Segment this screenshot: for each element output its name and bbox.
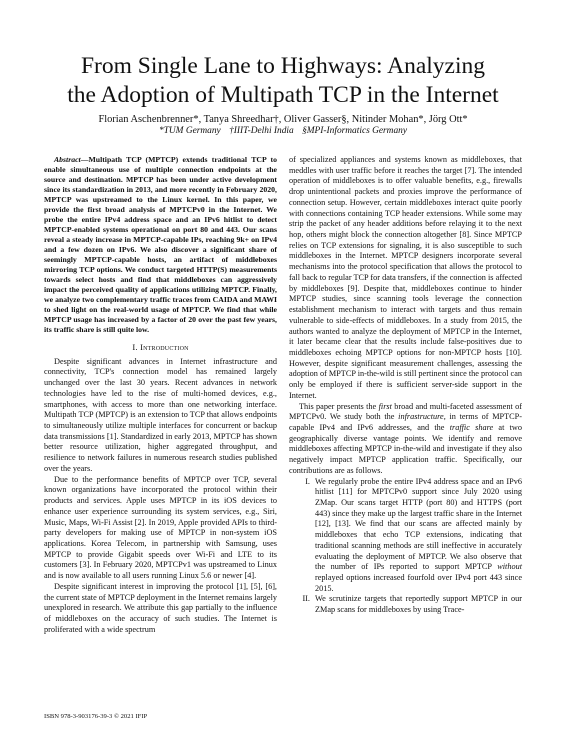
contribution-list	[289, 477, 522, 616]
abstract-label: Abstract	[54, 155, 81, 164]
p2-emph-first: first	[378, 401, 392, 411]
right-paragraph-1: of specialized appliances and systems known as middleboxes, that meddles with user traffic before it reaches the target [7]. The intended operation of middleboxes is to offer valuable benefits, e.g., firewalls drop unintentional packets and proxies improve the performance of connection setup. However, certain middleboxes interact quite poorly with connections containing TCP header extensions. While some may strip the packet of any header additions before relaying it to the next hop, others might block the connection altogether [8]. Since MPTCP relies on TCP extensions for signaling, it is also susceptible to such middleboxes in the Internet. MPTCP designers incorporate several mechanisms into the protocol specification that allows the protocol to fall back to regular TCP for data transfers, if the connection is affected by middleboxes [9]. Despite that, middleboxes continue to hinder MPTCP studies, since scanning tools leverage the connection establishment mechanism to interact with targets and thus remain vulnerable to side-effects of middleboxes. In a study from 2015, the authors wanted to analyze the deployment of MPTCP in the Internet, it later became clear that the results include false-positives due to middleboxes echoing MPTCP options for non-MPTCP hosts [10]. However, despite significant measurement challenges, assessing the adoption of MPTCP in-the-wild is still pertinent since the protocol can only be employed if there is sufficient server-side support in the Internet.	[289, 155, 522, 400]
abstract	[44, 155, 277, 335]
author-list: Florian Aschenbrenner*, Tanya Shreedhar†, Oliver Gasser§, Nitinder Mohan*, Jörg Ott*	[98, 114, 468, 125]
p2-part-b: broad and multi-faceted assessment of MPTCPv0. We study both the	[289, 401, 522, 422]
affiliation-tum: *TUM Germany	[159, 126, 221, 136]
abstract-text: —Multipath TCP (MPTCP) extends traditional TCP to enable simultaneous use of multiple connection endpoints at the source and destination. MPTCP has been under active development since its standardization in 2013, and more recently in February 2020, MPTCP was upstreamed to the Linux kernel. In this paper, we provide the first broad analysis of MPTCPv0 in the Internet. We probe the entire IPv4 address space and an IPv6 hitlist to detect MPTCP-enabled systems operational on port 80 and 443. Our scans reveal a steady increase in MPTCP-capable IPs, reaching 9k+ on IPv4 and a few dozen on IPv6. We also discover a significant share of seemingly MPTCP-capable hosts, an artifact of middleboxes mirroring TCP options. We conduct targeted HTTP(S) measurements towards select hosts and find that middleboxes can aggressively impact the perceived quality of applications utilizing MPTCP. Finally, we analyze two complementary traffic traces from CAIDA and MAWI to shed light on the real-world usage of MPTCP. We find that while MPTCP usage has increased by a factor of 20 over the past few years, its traffic share is still quite low.	[44, 155, 277, 334]
left-column	[44, 155, 277, 635]
right-column	[289, 155, 522, 616]
affiliation-iiit: †IIIT-Delhi India	[229, 126, 294, 136]
p2-emph-traffic-share: traffic share	[449, 422, 494, 432]
paper-title	[40, 52, 526, 110]
p2-part-d: at two geographically diverse vantage points. We identify and remove middleboxes affecting MPTCP in-the-wild and investigate if they also negatively impact MPTCP application traffic. Specifically, our contributions are as follows.	[289, 422, 522, 475]
title-line-2: the Adoption of Multipath TCP in the Internet	[67, 82, 499, 108]
affiliation-mpi: §MPI-Informatics Germany	[302, 126, 407, 136]
item1-part-b: replayed options increased fourfold over IPv4 port 443 since 2015.	[315, 573, 522, 593]
list-item	[289, 594, 522, 615]
list-item-text: We scrutinize targets that reportedly support MPTCP in our ZMap scans for middleboxes by using Trace-	[315, 594, 522, 615]
item1-emph-without: without	[497, 562, 522, 572]
p2-part-c: , in terms of MPTCP-capable IPv4 and IPv6 addresses, and the	[289, 412, 522, 432]
right-paragraph-2	[289, 402, 522, 477]
intro-paragraph-3: Despite significant interest in improving the protocol [1], [5], [6], the current state of MPTCP deployment in the Internet remains largely unexplored in research. We attribute this gap partially to the influence of middleboxes on the accuracy of such studies. The Internet is proliferated with a wide spectrum	[44, 581, 277, 634]
intro-paragraph-1: Despite significant advances in Internet infrastructure and connectivity, TCP's connection model has remained largely unchanged over the last 30 years. Recent advances in network technologies have led to the rise of multi-homed devices, e.g., smartphones, with access to more than one networking interface. Multipath TCP (MPTCP) is an extension to TCP that allows endpoints to simultaneously utilize multiple interfaces for concurrent or backup data transmissions [1]. Standardized in early 2013, MPTCP has shown better resource utilization, higher aggregated throughput, and resilience to network failures in numerous research studies published over the years.	[44, 356, 277, 473]
list-item-number: II.	[302, 594, 310, 604]
list-item-number: I.	[305, 476, 310, 486]
p2-emph-infrastructure: infrastructure	[398, 412, 444, 422]
intro-paragraph-2: Due to the performance benefits of MPTCP over TCP, several known organizations have incorporated the protocol within their products and services. Apple uses MPTCP in its iOS devices to enhance user experience surrounding its system services, e.g., Siri, Music, Maps, Wi-Fi Assist [2]. In 2019, Apple provided APIs to third-party developers for making use of MPTCP in non-system iOS applications. Korea Telecom, in partnership with Samsung, uses MPTCP to provide Gigabit speeds over Wi-Fi and LTE to its customers [3]. In February 2020, MPTCPv1 was upstreamed to Linux and is now available to all users running Linux 5.6 or newer [4].	[44, 474, 277, 581]
p2-part-a: This paper presents the	[299, 401, 379, 411]
list-item-text	[315, 477, 522, 595]
isbn-footer: ISBN 978-3-903176-39-3 © 2021 IFIP	[44, 713, 148, 720]
section-heading-introduction: I. Introduction	[132, 342, 189, 352]
item1-part-a: We regularly probe the entire IPv4 address space and an IPv6 hitlist [11] for MPTCPv0 support since July 2020 using ZMap. Our scans target HTTP (port 80) and HTTPS (port 443) since they make up the largest traffic share in the Internet [12], [13]. We find that our scans are affected mainly by middleboxes that echo TCP extensions, indicating that traditional scanning methods are still ineffective in accurately evaluating the deployment of MPTCP. We also observe that the number of IPs reported to support MPTCP	[315, 476, 522, 572]
list-item	[289, 477, 522, 595]
affiliation-list	[20, 126, 546, 137]
title-line-1: From Single Lane to Highways: Analyzing	[80, 53, 486, 79]
